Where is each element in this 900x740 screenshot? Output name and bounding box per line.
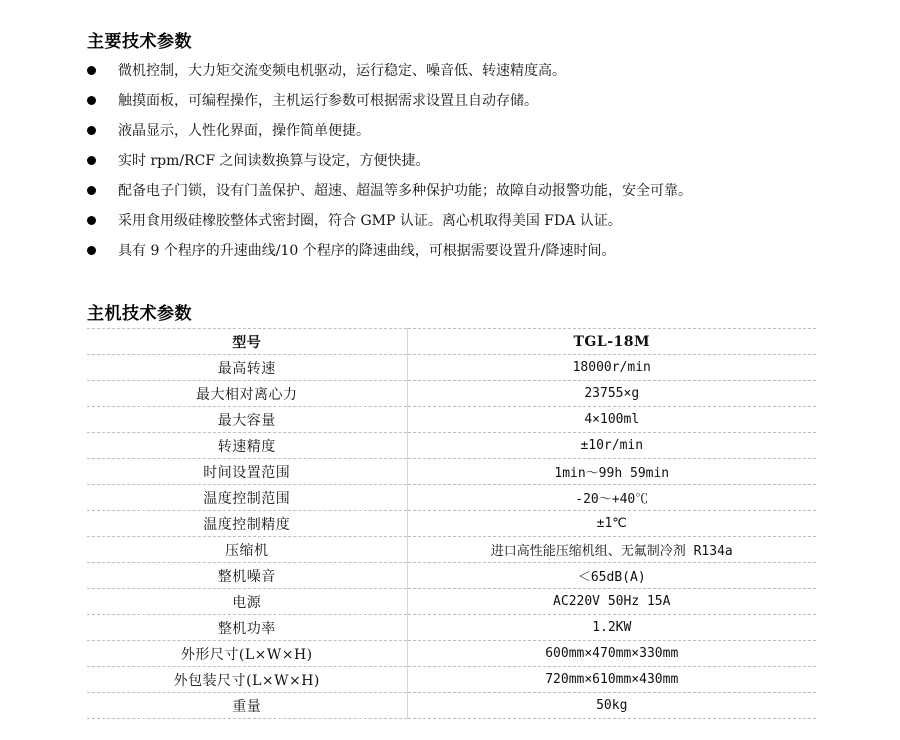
header-model-value: TGL-18M	[407, 329, 816, 355]
header-model-label: 型号	[87, 329, 407, 355]
table-row	[87, 407, 816, 433]
param-name: 温度控制精度	[87, 511, 407, 537]
bullet-icon	[87, 246, 96, 255]
param-name: 整机功率	[87, 615, 407, 641]
table-row	[87, 563, 816, 589]
param-name: 整机噪音	[87, 563, 407, 589]
param-value: 50kg	[407, 693, 816, 719]
param-name: 电源	[87, 589, 407, 615]
param-value: -20～+40℃	[407, 485, 816, 511]
table-header-row	[87, 329, 816, 355]
param-name: 温度控制范围	[87, 485, 407, 511]
bullet-icon	[87, 156, 96, 165]
feature-text: 触摸面板，可编程操作，主机运行参数可根据需求设置且自动存储。	[118, 93, 538, 109]
bullet-icon	[87, 96, 96, 105]
param-value: ＜65dB(A)	[407, 563, 816, 589]
table-row	[87, 537, 816, 563]
table-row	[87, 693, 816, 719]
param-name: 时间设置范围	[87, 459, 407, 485]
table-row	[87, 355, 816, 381]
param-name: 外包装尺寸(L×W×H)	[87, 667, 407, 693]
table-row	[87, 511, 816, 537]
bullet-icon	[87, 216, 96, 225]
feature-item	[87, 150, 692, 180]
feature-item	[87, 210, 692, 240]
table-row	[87, 485, 816, 511]
param-name: 转速精度	[87, 433, 407, 459]
param-value: 进口高性能压缩机组、无氟制冷剂 R134a	[407, 537, 816, 563]
feature-text: 微机控制，大力矩交流变频电机驱动，运行稳定、噪音低、转速精度高。	[118, 63, 566, 79]
param-value: 1min～99h 59min	[407, 459, 816, 485]
host-specs-heading: 主机技术参数	[87, 304, 192, 324]
param-value: 1.2KW	[407, 615, 816, 641]
param-value: 4×100ml	[407, 407, 816, 433]
feature-item	[87, 240, 692, 270]
param-name: 最大容量	[87, 407, 407, 433]
table-row	[87, 459, 816, 485]
param-value: 18000r/min	[407, 355, 816, 381]
bullet-icon	[87, 66, 96, 75]
table-row	[87, 589, 816, 615]
feature-item	[87, 90, 692, 120]
feature-text: 配备电子门锁，设有门盖保护、超速、超温等多种保护功能；故障自动报警功能，安全可靠。	[118, 183, 692, 199]
param-value: ±1℃	[407, 511, 816, 537]
table-row	[87, 641, 816, 667]
table-row	[87, 667, 816, 693]
param-name: 重量	[87, 693, 407, 719]
param-value: AC220V 50Hz 15A	[407, 589, 816, 615]
feature-text: 采用食用级硅橡胶整体式密封圈，符合 GMP 认证。离心机取得美国 FDA 认证。	[118, 213, 622, 229]
feature-text: 具有 9 个程序的升速曲线/10 个程序的降速曲线，可根据需要设置升/降速时间。	[118, 243, 616, 259]
param-name: 最高转速	[87, 355, 407, 381]
feature-text: 液晶显示，人性化界面，操作简单便捷。	[118, 123, 370, 139]
bullet-icon	[87, 186, 96, 195]
param-value: ±10r/min	[407, 433, 816, 459]
main-specs-heading: 主要技术参数	[87, 32, 192, 52]
spec-table	[87, 328, 816, 719]
table-row	[87, 381, 816, 407]
feature-list	[87, 60, 692, 270]
param-value: 720mm×610mm×430mm	[407, 667, 816, 693]
feature-item	[87, 180, 692, 210]
param-name: 压缩机	[87, 537, 407, 563]
param-value: 23755×g	[407, 381, 816, 407]
table-row	[87, 433, 816, 459]
feature-text: 实时 rpm/RCF 之间读数换算与设定，方便快捷。	[118, 153, 430, 169]
bullet-icon	[87, 126, 96, 135]
feature-item	[87, 120, 692, 150]
feature-item	[87, 60, 692, 90]
param-name: 外形尺寸(L×W×H)	[87, 641, 407, 667]
param-value: 600mm×470mm×330mm	[407, 641, 816, 667]
param-name: 最大相对离心力	[87, 381, 407, 407]
table-row	[87, 615, 816, 641]
